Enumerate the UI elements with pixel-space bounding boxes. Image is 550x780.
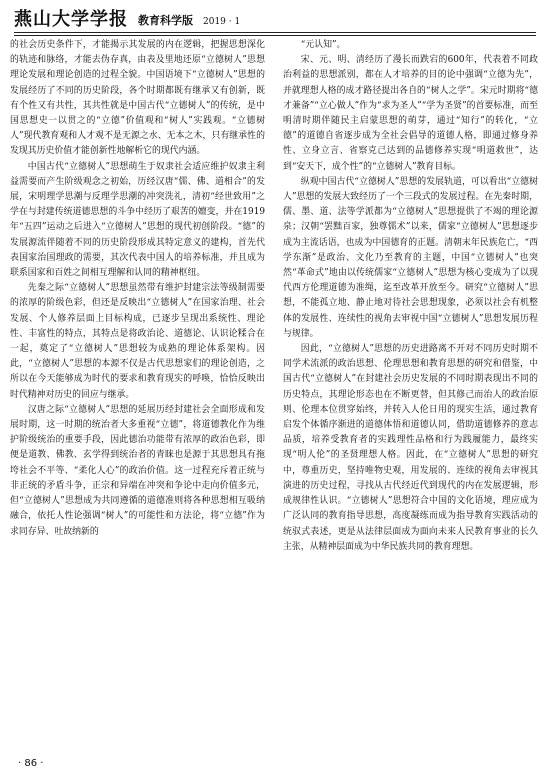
paragraph: 纵观中国古代“立德树人”思想的发展轨道，可以看出“立德树人”思想的发展大致经历了一个三段式的发展过程。在先秦时期，儒、墨、道、法等学派都为“立德树人”思想提供了不竭的理论源泉；汉朝“罢黜百家，独尊儒术”以来，儒家“立德树人”思想逐步成为主流话语，也成为中国德育的正题。清朝末年民族危亡，“西学东渐”是政治、文化乃至教育的主题，中国“立德树人”也突然“革命式”地由以传统儒家“立德树人”思想为核心变成为了以现代西方伦理道德为准绳，迄至改革开放至今。研究“立德树人”思想，不能孤立地、静止地对待社会思想现象，必须以社会有机整体的发展性、连续性的视角去审视中国“立德树人”思想发展历程与规律。 [283,176,538,339]
paragraph: 因此，“立德树人”思想的历史进路离不开对不同历史时期不同学术流派的政治思想、伦理思想和教育思想的研究和借鉴，中国古代“立德树人”在封建社会历史发展的不同时期表现出不同的历史特点，其理论形态也在不断更替，但其修己而治人的政治原则、伦理本位贯穿始终，并转入人伦日用的现实生活，通过教育启发个体循序渐进的道德体悟和道德认同，借助道德修养的意志品质，培养受教育者的实践理性品格和行为践履能力，最终实现“明人伦”的圣贤理想人格。因此，在“立德树人”思想的研究中，尊重历史，坚持唯物史观，用发展的、连续的视角去审视其演进的历史过程，寻找从古代经近代到现代的内在发展逻辑，形成规律性认识。“立德树人”思想符合中国的文化语境，理应成为广泛认同的教育指导思想，高度凝练而成为指导教育实践活动的统驭式表述，更是从法律层面成为面向未来人民教育事业的长久主张，从精神层面成为中华民族共同的教育理想。 [283,344,538,552]
right-column [283,38,538,753]
issue-number: 2019 · 1 [203,17,241,27]
paragraph: 中国古代“立德树人”思想萌生于奴隶社会适应维护奴隶主利益需要而产生阶级观念之初始，历经汉唐“儒、佛、道相合”的发展，宋明理学思潮与反理学思潮的冲突洗礼，清初“经世致用”之学在与封建传统道德思想的斗争中经历了艰苦的嬗变，并在1919年“五四”运动之后进入“立德树人”思想的现代初创阶段。“德”的发展源流伴随着不同的历史阶段形成其特定意义的建构，首先代表国家治国理政的需要，其次代表中国人的培养标准，并且成为联系国家和百姓之间相互理解和认同的精神枢纽。 [10,161,265,279]
header-rule [14,32,536,36]
paragraph: 先秦之际“立德树人”思想虽然带有维护封建宗法等级制需要的浓厚的阶级色彩，但还是反映出“立德树人”在国家治理、社会发展、个人修养层面上目标构成，已逐步呈现出系统性、理论性、丰富性的特点，其特点是将政治论、道德论、认识论糅合在一起，奠定了“立德树人”思想较为成熟的理论体系架构。因此，“立德树人”思想的本源不仅是古代思想家们的理论创造，之所以在今天能够成为时代的要求和教育现实的呼唤，恰恰反映出时代精神对历史的回应与继承。 [10,283,265,400]
left-column [10,38,265,753]
paragraph: 宋、元、明、清经历了漫长而跌宕的600年，代表着不同政治利益的思想派别，都在人才培养的目的论中强调“立德为先”，并就理想人格的成才路径提出各自的“树人之学”。宋元时期将“德才兼备”“立心做人”作为“求为圣人”“学为圣贤”的首要标准，而至明清时期伴随民主启蒙思想的萌芽，通过“知行”的转化，“立德”的道德自省逐步成为全社会倡导的道德人格，即通过修身养性、立身立言、省察克己达到的品德修养实现“明道救世”，达到“安天下，成个性”的“立德树人”教育目标。 [283,55,538,172]
journal-edition: 教育科学版 [138,14,193,27]
journal-logo: 燕山大学学报 [14,9,128,30]
page-number: · 86 · [18,758,44,769]
paragraph: 汉唐之际“立德树人”思想的延展历经封建社会全面形成和发展时期，这一时期的统治者大多重视“立德”，将道德教化作为维护阶级统治的重要手段，因此德治功能带有浓厚的政治色彩，即便是道教、佛教、玄学得到统治者的青睐也是源于其思想具有拖垮社会不平等、“柔化人心”的政治价值。这一过程充斥着正统与非正统的矛盾斗争，正宗和异端在冲突和争论中走向价值多元，但“立德树人”思想成为共同遵循的道德准则将各种思想相互吸纳融合，依托人性论强调“树人”的可能性和方法论，将“立德”作为求同存异、吐故纳新的 [10,404,265,537]
paragraph: 的社会历史条件下，才能揭示其发展的内在逻辑，把握思想深化的轨迹和脉络，才能去伪存真，由表及里地还原“立德树人”思想理论发展和理论创造的过程全貌。中国语境下“立德树人”思想的发展经历了不同的历史阶段，各个时期都既有继承又有创新，既有个性又有共性，其共性就是中国古代“立德树人”的传统，是中国思想史一以贯之的“立德”价值观和“树人”实践观。“立德树人”现代教育观和人才观不是无源之水、无本之木，只有继承性的发现其历史价值才能创新性地解析它的现代内涵。 [10,40,265,157]
paragraph: “元认知”。 [300,40,346,50]
running-header [14,6,536,30]
